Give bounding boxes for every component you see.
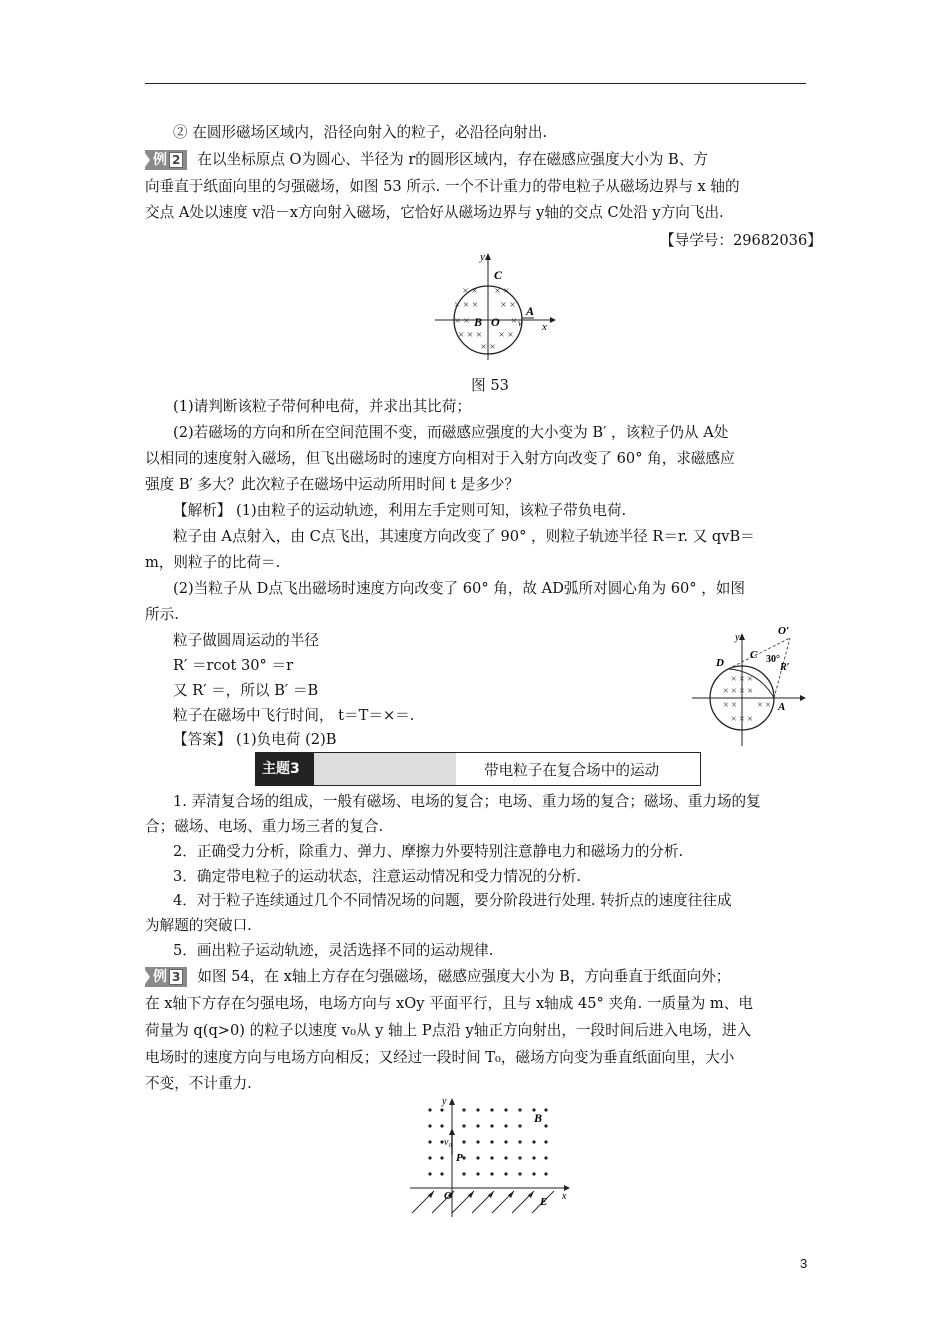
fig53-v-label: v (518, 318, 522, 328)
svg-text:× ×: × × (757, 700, 771, 711)
text-line: 粒子做圆周运动的半径 (173, 632, 319, 649)
topic-tag-band (314, 753, 456, 785)
figR-y-label: y (735, 632, 740, 643)
example-2-line: 例 2 在以坐标原点 O为圆心、半径为 r的圆形区域内，存在磁感应强度大小为 B、方 (145, 150, 815, 170)
text-line: 以相同的速度射入磁场，但飞出磁场时的速度方向相对于入射方向改变了 60° 角，求磁感应 (145, 450, 735, 467)
figure-54 (408, 1095, 578, 1220)
svg-text:× × × ×: × × × × (722, 686, 754, 697)
text-line: 交点 A处以速度 v沿－x方向射入磁场，它恰好从磁场边界与 y轴的交点 C处沿 y方向飞出. (145, 204, 724, 221)
text-line: (2)若磁场的方向和所在空间范围不变，而磁感应强度的大小变为 B′ ，该粒子仍从 A处 (173, 424, 729, 441)
text-line: 粒子在磁场中飞行时间， t＝T＝×＝. (173, 707, 415, 724)
svg-text:× ×: × × (494, 285, 510, 297)
text-line: 向垂直于纸面向里的匀强磁场，如图 53 所示. 一个不计重力的带电粒子从磁场边界与 x 轴的 (145, 178, 740, 195)
fig53-B-label: B (474, 315, 483, 329)
text-line: 粒子由 A点射入，由 C点飞出，其速度方向改变了 90° ，则粒子轨迹半径 R＝r. 又 qvB＝ (173, 528, 755, 545)
text-line: 3．确定带电粒子的运动状态，注意运动情况和受力情况的分析. (173, 868, 581, 885)
text-line: 强度 B′ 多大？此次粒子在磁场中运动所用时间 t 是多少？ (145, 476, 520, 493)
figR-A-label: A (778, 701, 786, 713)
text-line: 1. 弄清复合场的组成，一般有磁场、电场的复合；电场、重力场的复合；磁场、重力场的复 (173, 793, 761, 810)
fig54-E-label: E (540, 1196, 548, 1208)
fig53-x-label: x (542, 321, 547, 333)
svg-text:×: × (510, 315, 518, 327)
svg-text:× ×: × × (500, 299, 516, 311)
fig54-B-label: B (534, 1111, 543, 1125)
svg-text:× ×: × × (480, 341, 496, 353)
svg-text:× ×: × × (723, 700, 737, 711)
fig53-C-label: C (494, 268, 503, 282)
text-line: 不变，不计重力. (145, 1075, 252, 1092)
text-line: 电场时的速度方向与电场方向相反；又经过一段时间 T₀，磁场方向变为垂直纸面向里，大小 (145, 1049, 735, 1066)
fig54-v0-label: v₀ (444, 1137, 452, 1148)
svg-text:× × ×: × × × (731, 674, 753, 685)
text-line: 为解题的突破口. (145, 917, 252, 934)
page-number: 3 (800, 1256, 808, 1271)
text-line: 5．画出粒子运动轨迹，灵活选择不同的运动规律. (173, 942, 494, 959)
text-line: 合；磁场、电场、重力场三者的复合. (145, 818, 384, 835)
text-line: ② 在圆形磁场区域内，沿径向射入的粒子，必沿径向射出. (173, 124, 548, 141)
fig53-y-label: y (480, 251, 485, 263)
figR-O2-label: O′ (778, 625, 790, 637)
example-3-label: 例 3 (145, 967, 187, 987)
figure-53 (430, 250, 560, 370)
topic-title: 带电粒子在复合场中的运动 (484, 762, 660, 779)
figR-C-label: C (750, 649, 758, 661)
text-line: R′ ＝rcot 30° ＝r (173, 657, 294, 674)
figR-R2-label: R′ (780, 662, 790, 673)
text-line: m，则粒子的比荷＝. (145, 554, 281, 571)
figure-53-caption: 图 53 (471, 377, 509, 394)
fig53-O-label: O (491, 315, 500, 329)
figR-deg-label: 30° (766, 654, 780, 665)
svg-text:× ×: × × (498, 329, 514, 341)
fig54-y-label: y (442, 1096, 447, 1107)
fig54-O-label: O (444, 1190, 452, 1202)
fig53-A-label: A (526, 304, 535, 318)
svg-text:× ×: × × (454, 315, 470, 327)
text-line: 在 x轴下方存在匀强电场，电场方向与 xOy 平面平行，且与 x轴成 45° 夹角. 一质量为 m、电 (145, 995, 753, 1012)
svg-text:× × ×: × × × (457, 329, 483, 341)
svg-text:× × ×: × × × (731, 714, 753, 725)
fig54-P-label: P (456, 1152, 463, 1164)
text-line: 荷量为 q(q>0) 的粒子以速度 v₀从 y 轴上 P点沿 y轴正方向射出，一段时间后进入电场，进入 (145, 1022, 752, 1039)
topic-tag: 主题3 (256, 753, 314, 785)
figR-D-label: D (716, 657, 724, 669)
example-3-line: 例 3 如图 54，在 x轴上方存在匀强磁场，磁感应强度大小为 B，方向垂直于纸面向外； (145, 967, 815, 987)
guide-number: 【导学号：29682036】 (660, 232, 822, 249)
text-line: 2．正确受力分析，除重力、弹力、摩擦力外要特别注意静电力和磁场力的分析. (173, 843, 684, 860)
svg-text:× ×: × × (462, 285, 478, 297)
text-line: 又 R′ ＝，所以 B′ ＝B (173, 682, 319, 699)
text-line: (1)请判断该粒子带何种电荷，并求出其比荷； (173, 398, 471, 415)
topic-bar (255, 752, 701, 786)
svg-text:× × ×: × × × (453, 299, 479, 311)
text-line: (2)当粒子从 D点飞出磁场时速度方向改变了 60° 角，故 AD弧所对圆心角为 60° ，如图 (173, 580, 745, 597)
text-line: 【解析】 (1)由粒子的运动轨迹，利用左手定则可知，该粒子带负电荷. (173, 502, 627, 519)
answer-line: 【答案】 (1)负电荷 (2)B (173, 731, 337, 748)
example-2-label: 例 2 (145, 150, 187, 170)
figure-solution (690, 622, 810, 748)
header-rule (145, 83, 806, 84)
text-line: 所示. (145, 606, 179, 623)
text-line: 4．对于粒子连续通过几个不同情况场的问题，要分阶段进行处理. 转折点的速度往往成 (173, 892, 732, 909)
fig54-x-label: x (562, 1191, 567, 1202)
